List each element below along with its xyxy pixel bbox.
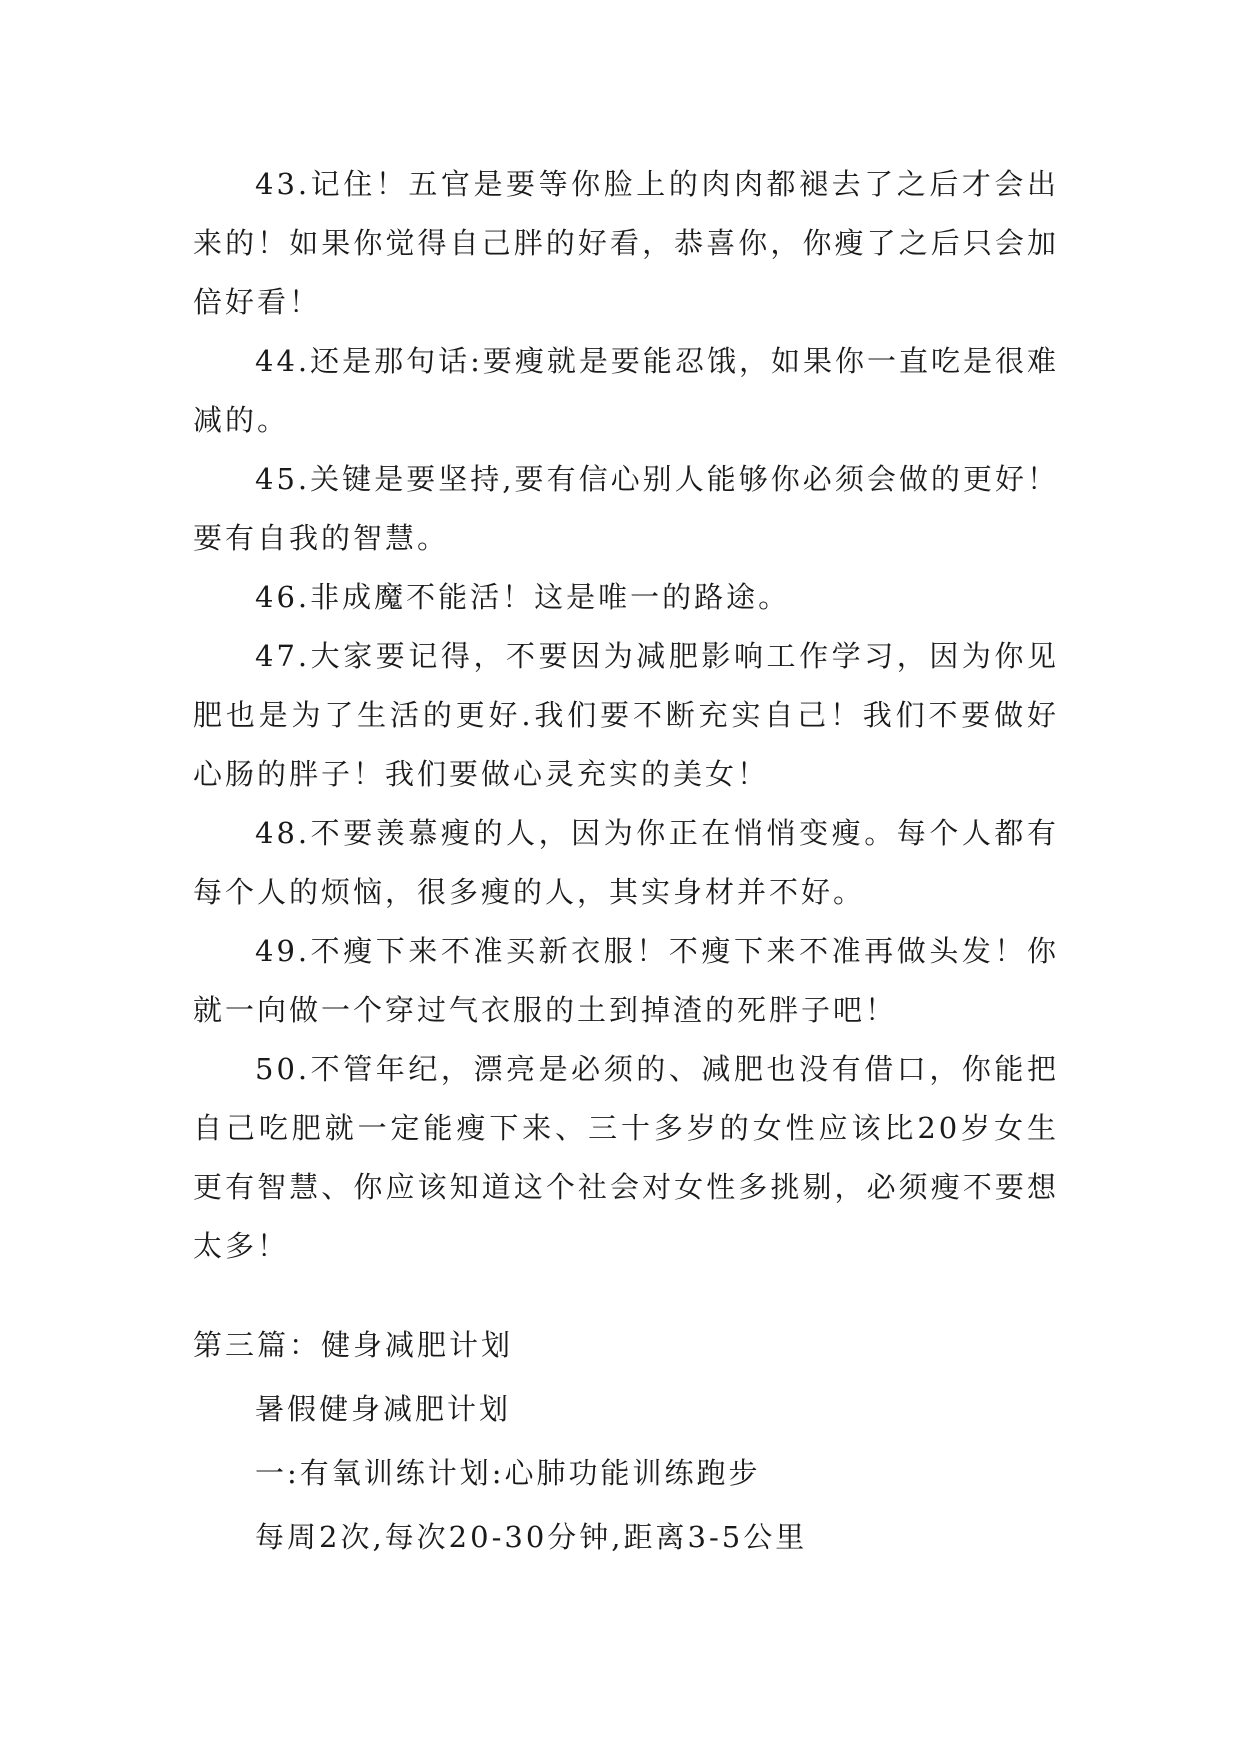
list-item-48: 48.不要羡慕瘦的人，因为你正在悄悄变瘦。每个人都有每个人的烦恼，很多瘦的人，其实身材并不好。 <box>193 816 1059 909</box>
section-heading: 第三篇：健身减肥计划 <box>193 1328 514 1362</box>
list-item-49: 49.不瘦下来不准买新衣服！不瘦下来不准再做头发！你就一向做一个穿过气衣服的土到掉渣的死胖子吧！ <box>193 934 1059 1027</box>
list-item-50: 50.不管年纪，漂亮是必须的、减肥也没有借口，你能把自己吃肥就一定能瘦下来、三十多岁的女性应该比20岁女生更有智慧、你应该知道这个社会对女性多挑剔，必须瘦不要想太多！ <box>193 1052 1059 1263</box>
list-item-46: 46.非成魔不能活！这是唯一的路途。 <box>255 580 791 614</box>
section-subtitle: 暑假健身减肥计划 <box>255 1392 512 1426</box>
list-item-45: 45.关键是要坚持,要有信心别人能够你必须会做的更好！要有自我的智慧。 <box>193 462 1059 555</box>
list-item-43: 43.记住！五官是要等你脸上的肉肉都褪去了之后才会出来的！如果你觉得自己胖的好看，恭喜你，你瘦了之后只会加倍好看！ <box>193 167 1059 319</box>
plan-line: 一:有氧训练计划:心肺功能训练跑步 <box>255 1456 761 1490</box>
list-item-47: 47.大家要记得，不要因为减肥影响工作学习，因为你见肥也是为了生活的更好.我们要不断充实自己！我们不要做好心肠的胖子！我们要做心灵充实的美女！ <box>193 639 1059 791</box>
list-item-44: 44.还是那句话:要瘦就是要能忍饿，如果你一直吃是很难减的。 <box>193 344 1059 437</box>
frequency-line: 每周2次,每次20-30分钟,距离3-5公里 <box>255 1520 808 1554</box>
